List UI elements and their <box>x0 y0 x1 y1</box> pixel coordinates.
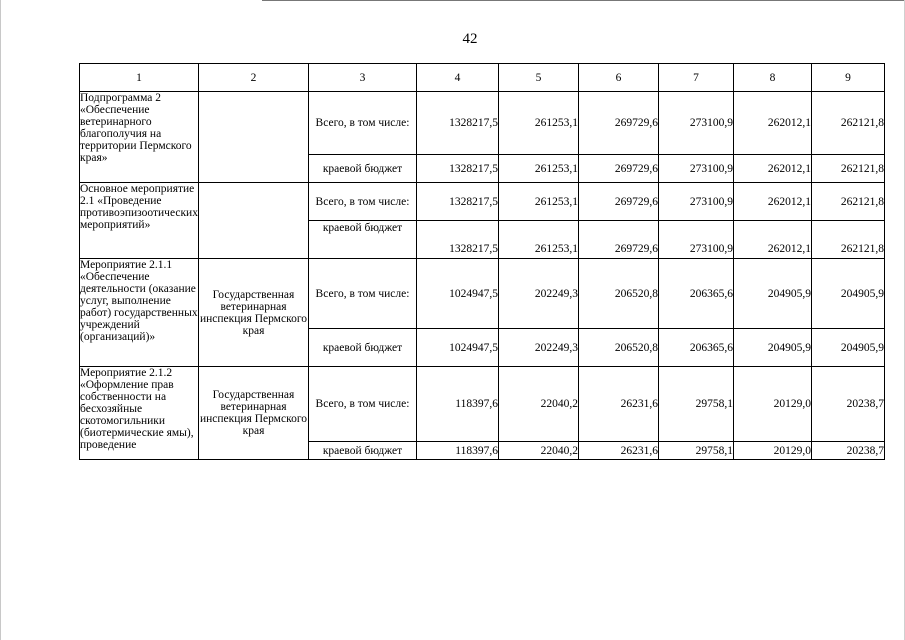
column-header: 6 <box>579 64 659 92</box>
value-cell: 204905,9 <box>812 329 885 367</box>
value-cell: 1024947,5 <box>417 329 499 367</box>
value-cell: 20238,7 <box>812 367 885 442</box>
value-cell: 262012,1 <box>734 183 812 221</box>
value-cell: 20129,0 <box>734 367 812 442</box>
value-cell: 20129,0 <box>734 442 812 460</box>
value-cell: 262121,8 <box>812 221 885 259</box>
value-cell: 206520,8 <box>579 329 659 367</box>
value-cell: 1328217,5 <box>417 183 499 221</box>
column-header: 2 <box>199 64 309 92</box>
executor-cell: Государственная ветеринарная инспекция Пермского края <box>199 367 309 460</box>
scan-top-rule <box>262 0 905 1</box>
value-cell: 206365,6 <box>659 329 734 367</box>
funding-source-cell: краевой бюджет <box>309 155 417 183</box>
program-name-cell: Мероприятие 2.1.2 «Оформление прав собственности на бесхозяйные скотомогильники (биотермические ямы), проведение <box>80 367 199 460</box>
column-header: 9 <box>812 64 885 92</box>
value-cell: 26231,6 <box>579 442 659 460</box>
value-cell: 118397,6 <box>417 442 499 460</box>
funding-source-cell: Всего, в том числе: <box>309 183 417 221</box>
value-cell: 273100,9 <box>659 92 734 155</box>
value-cell: 22040,2 <box>499 367 579 442</box>
column-header: 5 <box>499 64 579 92</box>
budget-table <box>79 63 885 460</box>
column-header: 4 <box>417 64 499 92</box>
table-row <box>80 259 885 329</box>
value-cell: 262012,1 <box>734 221 812 259</box>
value-cell: 20238,7 <box>812 442 885 460</box>
value-cell: 118397,6 <box>417 367 499 442</box>
program-name-cell: Подпрограмма 2 «Обеспечение ветеринарного благополучия на территории Пермского края» <box>80 92 199 183</box>
value-cell: 29758,1 <box>659 442 734 460</box>
scan-left-edge <box>0 0 1 640</box>
funding-source-cell: Всего, в том числе: <box>309 367 417 442</box>
value-cell: 269729,6 <box>579 221 659 259</box>
value-cell: 262121,8 <box>812 92 885 155</box>
funding-source-cell: Всего, в том числе: <box>309 259 417 329</box>
value-cell: 273100,9 <box>659 155 734 183</box>
executor-cell: Государственная ветеринарная инспекция Пермского края <box>199 259 309 367</box>
executor-cell <box>199 92 309 183</box>
value-cell: 29758,1 <box>659 367 734 442</box>
executor-cell <box>199 183 309 259</box>
column-header: 3 <box>309 64 417 92</box>
value-cell: 1328217,5 <box>417 155 499 183</box>
funding-source-cell: краевой бюджет <box>309 442 417 460</box>
value-cell: 262121,8 <box>812 155 885 183</box>
value-cell: 204905,9 <box>734 259 812 329</box>
value-cell: 206520,8 <box>579 259 659 329</box>
value-cell: 262012,1 <box>734 92 812 155</box>
value-cell: 269729,6 <box>579 183 659 221</box>
value-cell: 202249,3 <box>499 259 579 329</box>
column-header: 7 <box>659 64 734 92</box>
program-name-cell: Основное мероприятие 2.1 «Проведение противоэпизоотических мероприятий» <box>80 183 199 259</box>
value-cell: 204905,9 <box>734 329 812 367</box>
value-cell: 262121,8 <box>812 183 885 221</box>
value-cell: 261253,1 <box>499 155 579 183</box>
program-name-cell: Мероприятие 2.1.1 «Обеспечение деятельности (оказание услуг, выполнение работ) государственных учреждений (организаций)» <box>80 259 199 367</box>
value-cell: 1328217,5 <box>417 221 499 259</box>
table-row <box>80 367 885 442</box>
value-cell: 22040,2 <box>499 442 579 460</box>
table-row <box>80 183 885 221</box>
value-cell: 261253,1 <box>499 183 579 221</box>
value-cell: 261253,1 <box>499 221 579 259</box>
page-number: 42 <box>462 31 478 47</box>
funding-source-cell: Всего, в том числе: <box>309 92 417 155</box>
column-header: 8 <box>734 64 812 92</box>
value-cell: 273100,9 <box>659 221 734 259</box>
value-cell: 269729,6 <box>579 92 659 155</box>
value-cell: 269729,6 <box>579 155 659 183</box>
value-cell: 1024947,5 <box>417 259 499 329</box>
value-cell: 261253,1 <box>499 92 579 155</box>
value-cell: 204905,9 <box>812 259 885 329</box>
value-cell: 1328217,5 <box>417 92 499 155</box>
value-cell: 202249,3 <box>499 329 579 367</box>
value-cell: 262012,1 <box>734 155 812 183</box>
value-cell: 206365,6 <box>659 259 734 329</box>
value-cell: 273100,9 <box>659 183 734 221</box>
funding-source-cell: краевой бюджет <box>309 329 417 367</box>
funding-source-cell: краевой бюджет <box>309 221 417 259</box>
column-header: 1 <box>80 64 199 92</box>
header-row <box>80 64 885 92</box>
table-row <box>80 92 885 155</box>
value-cell: 26231,6 <box>579 367 659 442</box>
